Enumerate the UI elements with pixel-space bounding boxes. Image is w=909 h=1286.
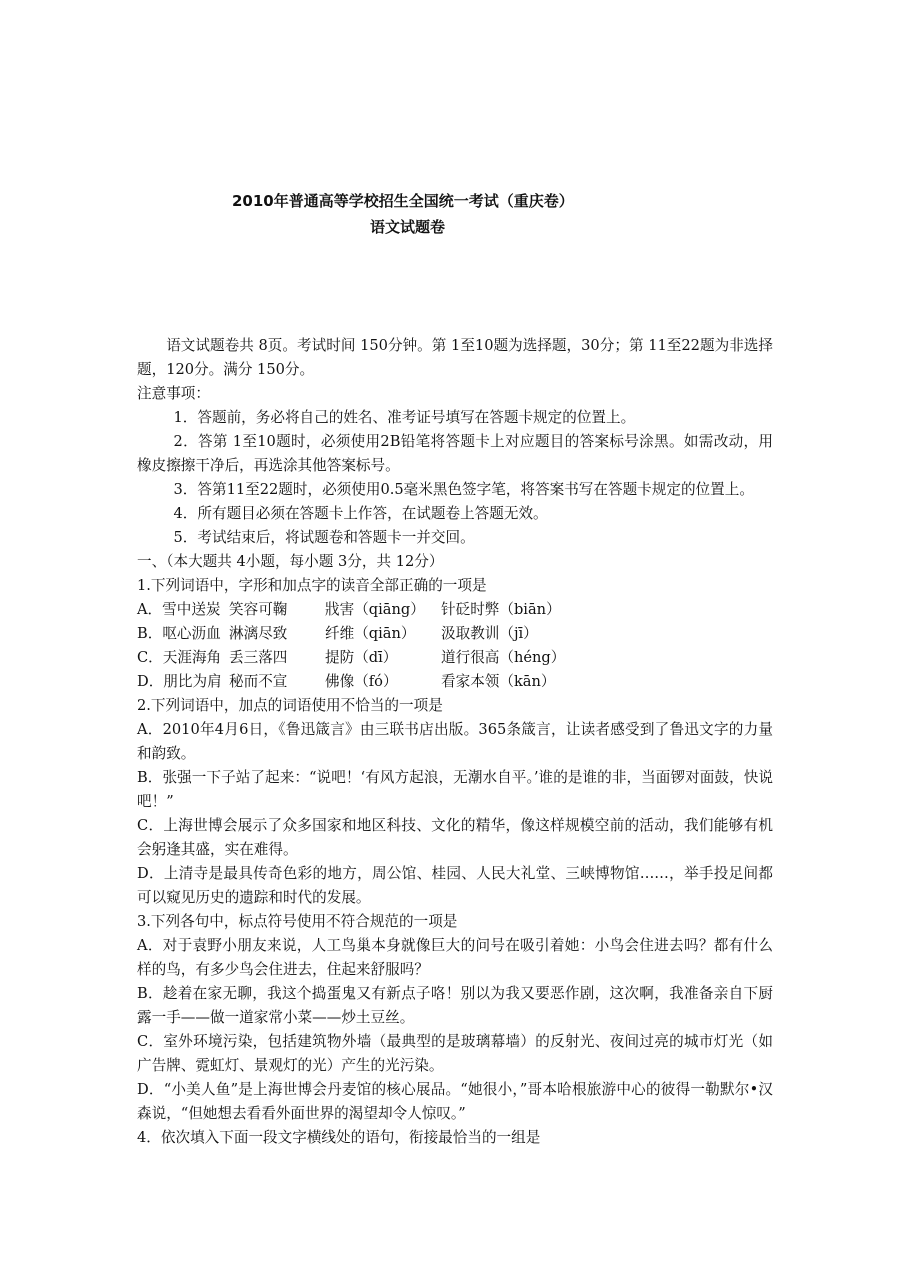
option-row xyxy=(137,598,773,622)
question-stem: 3.下列各句中，标点符号使用不符合规范的一项是 xyxy=(137,913,458,930)
option-word: 秘而不宣 xyxy=(229,673,288,690)
option-word: 笑容可鞠 xyxy=(229,601,288,618)
option-word: 提防（dī） xyxy=(325,649,398,666)
option-word: 佛像（fó） xyxy=(325,673,398,690)
option-row xyxy=(137,646,773,670)
intro-paragraph: 语文试题卷共 8页。考试时间 150分钟。第 1至10题为选择题，30分；第 11至22题为非选择题，120分。满分 150分。 xyxy=(137,337,773,378)
option-word: 丢三落四 xyxy=(229,649,288,666)
notice-item: 5．考试结束后，将试题卷和答题卡一并交回。 xyxy=(173,529,475,546)
option-text: A．对于袁野小朋友来说，人工鸟巢本身就像巨大的问号在吸引着她：小鸟会住进去吗？都有什么样的鸟，有多少鸟会住进去，住起来舒服吗？ xyxy=(137,937,773,978)
notice-item: 2．答第 1至10题时，必须使用2B铅笔将答题卡上对应题目的答案标号涂黑。如需改动，用橡皮擦擦干净后，再选涂其他答案标号。 xyxy=(137,433,773,474)
option-word: D．朋比为肩 xyxy=(137,673,222,690)
option-text: A．2010年4月6日，《鲁迅箴言》由三联书店出版。365条箴言，让读者感受到了鲁迅文字的力量和韵致。 xyxy=(137,721,773,762)
option-word: 道行很高（héng） xyxy=(441,649,566,666)
option-text: D．上清寺是最具传奇色彩的地方，周公馆、桂园、人民大礼堂、三峡博物馆……，举手投足间都可以窥见历史的遗踪和时代的发展。 xyxy=(137,865,773,906)
page-subtitle: 语文试题卷 xyxy=(370,218,446,236)
option-text: B．趁着在家无聊，我这个捣蛋鬼又有新点子咯！别以为我又要恶作剧，这次啊，我准备亲自下厨露一手——做一道家常小菜——炒土豆丝。 xyxy=(137,985,773,1026)
notice-item: 3．答第11至22题时，必须使用0.5毫米黑色签字笔，将答案书写在答题卡规定的位置上。 xyxy=(173,481,754,498)
option-word: 纤维（qiān） xyxy=(325,625,416,642)
question-stem: 1.下列词语中，字形和加点字的读音全部正确的一项是 xyxy=(137,577,487,594)
option-word: B．呕心沥血 xyxy=(137,625,221,642)
option-word: 淋漓尽致 xyxy=(229,625,288,642)
notice-heading: 注意事项： xyxy=(137,385,210,402)
option-word: 针砭时弊（biān） xyxy=(441,601,561,618)
option-text: B．张强一下子站了起来：“说吧！‘有风方起浪，无潮水自平。’谁的是谁的非，当面锣对面鼓，快说吧！” xyxy=(137,769,773,810)
option-row xyxy=(137,622,773,646)
option-word: C．天涯海角 xyxy=(137,649,222,666)
notice-item: 1．答题前，务必将自己的姓名、准考证号填写在答题卡规定的位置上。 xyxy=(173,409,636,426)
option-text: D．“小美人鱼”是上海世博会丹麦馆的核心展品。“她很小，”哥本哈根旅游中心的彼得一勒默尔•汉森说，“但她想去看看外面世界的渴望却令人惊叹。” xyxy=(137,1081,773,1122)
question-stem: 4．依次填入下面一段文字横线处的语句，衔接最恰当的一组是 xyxy=(137,1129,541,1146)
page-title: 2010年普通高等学校招生全国统一考试（重庆卷） xyxy=(232,192,574,210)
question-stem: 2.下列词语中，加点的词语使用不恰当的一项是 xyxy=(137,697,443,714)
option-word: 汲取教训（jī） xyxy=(441,625,538,642)
option-row xyxy=(137,670,773,694)
notice-item: 4．所有题目必须在答题卡上作答，在试题卷上答题无效。 xyxy=(173,505,548,522)
option-word: 戕害（qiāng） xyxy=(325,601,425,618)
option-word: 看家本领（kān） xyxy=(441,673,556,690)
section-heading: 一、（本大题共 4小题，每小题 3分，共 12分） xyxy=(137,553,444,570)
option-word: A．雪中送炭 xyxy=(137,601,221,618)
option-text: C．室外环境污染，包括建筑物外墙（最典型的是玻璃幕墙）的反射光、夜间过亮的城市灯光（如广告牌、霓虹灯、景观灯的光）产生的光污染。 xyxy=(137,1033,773,1074)
document-body xyxy=(137,334,773,1150)
option-text: C．上海世博会展示了众多国家和地区科技、文化的精华，像这样规模空前的活动，我们能够有机会躬逢其盛，实在难得。 xyxy=(137,817,773,858)
